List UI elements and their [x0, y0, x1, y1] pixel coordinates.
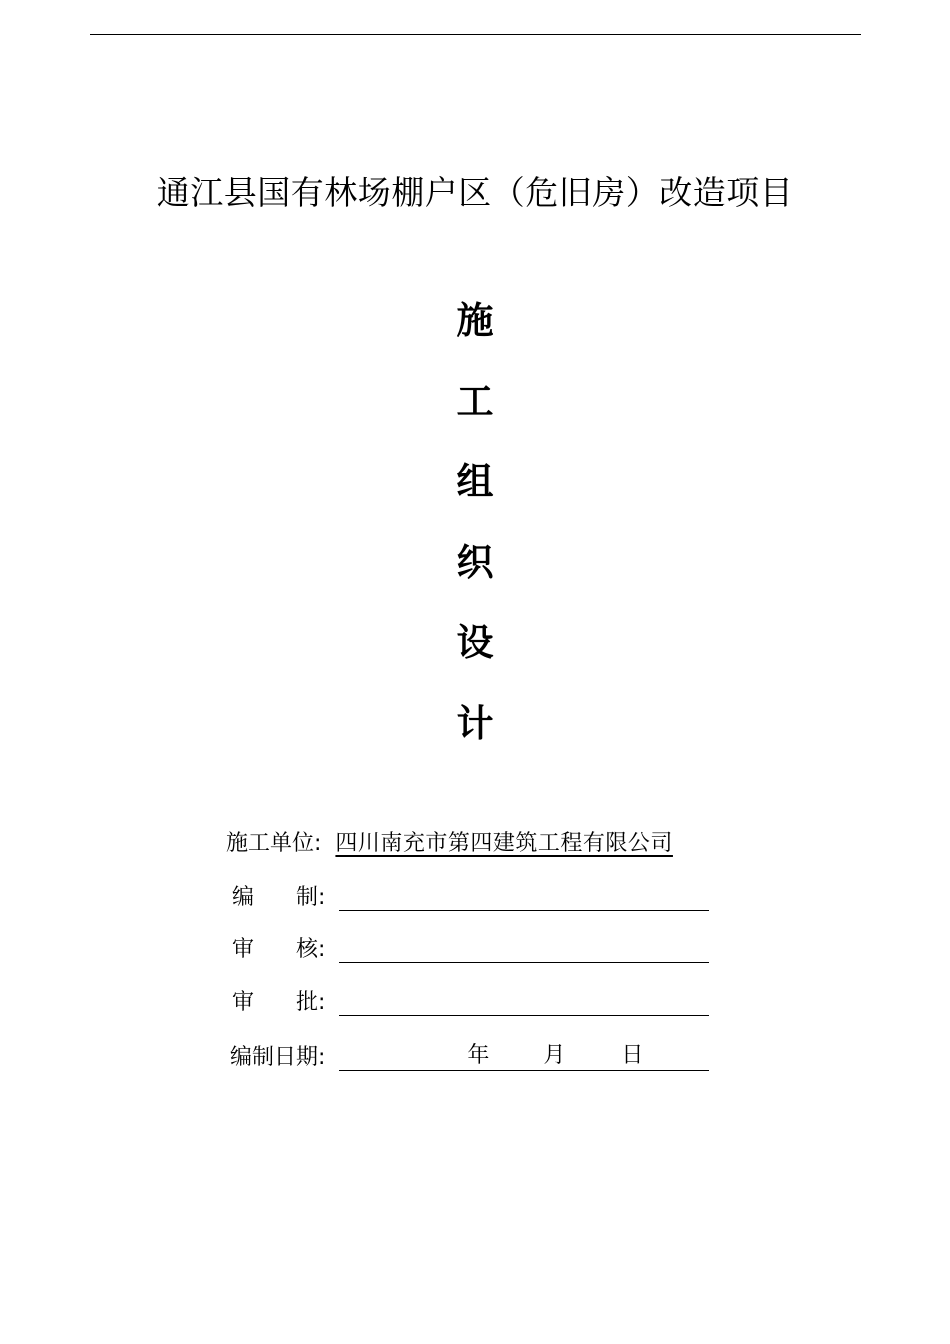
compile-date-field[interactable] [339, 1042, 709, 1071]
title-char: 组 [456, 459, 494, 503]
title-char: 施 [456, 298, 494, 342]
title-char: 计 [456, 700, 494, 745]
approver-label: 审 批: [232, 990, 326, 1015]
date-year-label: 年 [467, 1043, 490, 1068]
compiler-field[interactable] [339, 882, 709, 911]
header-rule [90, 34, 861, 35]
project-title: 通江县国有林场棚户区（危旧房）改造项目 [156, 173, 794, 212]
construction-unit-row [226, 826, 673, 857]
date-month-label: 月 [543, 1043, 566, 1068]
compile-date-row [230, 1040, 709, 1071]
date-day-label: 日 [621, 1043, 644, 1068]
approver-row [232, 985, 709, 1016]
construction-unit-label: 施工单位: [226, 831, 322, 856]
reviewer-label: 审 核: [232, 937, 326, 962]
title-char: 工 [456, 378, 494, 423]
document-title [0, 290, 950, 773]
title-char: 设 [456, 620, 494, 664]
reviewer-row [232, 932, 709, 963]
compiler-label: 编 制: [232, 885, 326, 910]
compile-date-label: 编制日期: [230, 1045, 326, 1070]
reviewer-field[interactable] [339, 934, 709, 963]
construction-unit-value: 四川南充市第四建筑工程有限公司 [335, 831, 673, 856]
compiler-row [232, 880, 709, 911]
title-char: 织 [456, 539, 494, 584]
approver-field[interactable] [339, 987, 709, 1016]
